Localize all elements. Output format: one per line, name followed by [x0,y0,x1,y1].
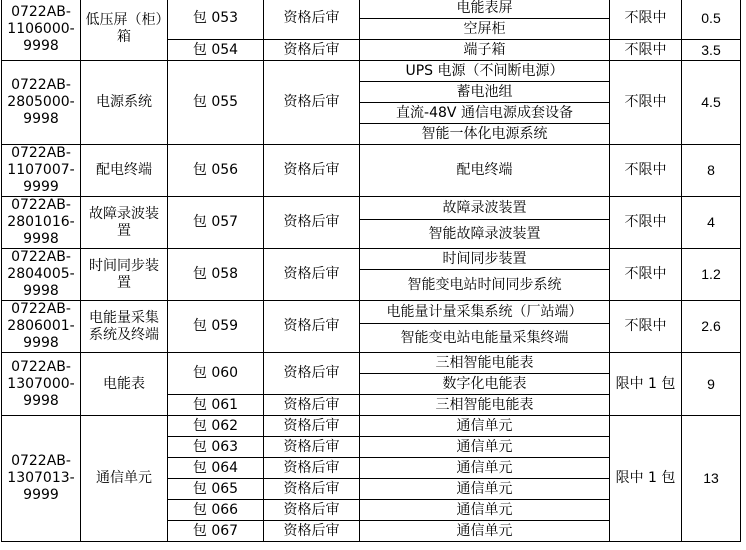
award-limit: 不限中 [610,301,682,353]
review-method: 资格后审 [264,521,360,542]
review-method: 资格后审 [264,0,360,40]
material-name: 电能量采集系统及终端 [81,301,168,353]
table-row [2,301,741,324]
table-row [2,353,741,374]
item-name: 通信单元 [360,416,610,437]
material-code: 0722AB-1307013-9999 [2,416,81,542]
amount: 0.5 [682,0,741,40]
item-name: 空屏柜 [360,19,610,40]
procurement-table [1,0,741,542]
review-method: 资格后审 [264,61,360,145]
material-name: 通信单元 [81,416,168,542]
package-number: 包 054 [168,40,264,61]
item-name: 智能一体化电源系统 [360,124,610,145]
package-number: 包 064 [168,458,264,479]
item-name: 时间同步装置 [360,249,610,270]
review-method: 资格后审 [264,458,360,479]
item-name: 故障录波装置 [360,197,610,220]
package-number: 包 066 [168,500,264,521]
material-code: 0722AB-2804005-9998 [2,249,81,301]
package-number: 包 056 [168,145,264,197]
award-limit: 不限中 [610,145,682,197]
item-name: 智能故障录波装置 [360,220,610,249]
award-limit: 不限中 [610,249,682,301]
review-method: 资格后审 [264,301,360,353]
package-number: 包 061 [168,395,264,416]
award-limit: 不限中 [610,61,682,145]
package-number: 包 065 [168,479,264,500]
material-name: 低压屏（柜）箱 [81,0,168,61]
review-method: 资格后审 [264,197,360,249]
table-row [2,145,741,197]
item-name: 端子箱 [360,40,610,61]
item-name: 通信单元 [360,479,610,500]
table-row [2,0,741,19]
material-code: 0722AB-2801016-9998 [2,197,81,249]
table-row [2,197,741,220]
package-number: 包 058 [168,249,264,301]
item-name: 通信单元 [360,500,610,521]
amount: 13 [682,416,741,542]
amount: 2.6 [682,301,741,353]
award-limit: 限中 1 包 [610,353,682,416]
material-code: 0722AB-2806001-9998 [2,301,81,353]
package-number: 包 063 [168,437,264,458]
item-name: 配电终端 [360,145,610,197]
review-method: 资格后审 [264,249,360,301]
review-method: 资格后审 [264,437,360,458]
table-row [2,416,741,437]
item-name: 数字化电能表 [360,374,610,395]
package-number: 包 055 [168,61,264,145]
material-code: 0722AB-1307000-9998 [2,353,81,416]
review-method: 资格后审 [264,479,360,500]
item-name: 电能表屏 [360,0,610,19]
item-name: 蓄电池组 [360,82,610,103]
item-name: 直流-48V 通信电源成套设备 [360,103,610,124]
amount: 8 [682,145,741,197]
material-name: 电能表 [81,353,168,416]
item-name: 电能量计量采集系统（厂站端） [360,301,610,324]
table-row [2,61,741,82]
item-name: UPS 电源（不间断电源） [360,61,610,82]
award-limit: 限中 1 包 [610,416,682,542]
material-name: 电源系统 [81,61,168,145]
review-method: 资格后审 [264,395,360,416]
review-method: 资格后审 [264,500,360,521]
item-name: 智能变电站电能量采集终端 [360,324,610,353]
package-number: 包 053 [168,0,264,40]
material-name: 故障录波装置 [81,197,168,249]
item-name: 通信单元 [360,458,610,479]
item-name: 通信单元 [360,437,610,458]
amount: 3.5 [682,40,741,61]
review-method: 资格后审 [264,416,360,437]
package-number: 包 059 [168,301,264,353]
amount: 9 [682,353,741,416]
award-limit: 不限中 [610,40,682,61]
material-code: 0722AB-1107007-9999 [2,145,81,197]
amount: 4 [682,197,741,249]
amount: 1.2 [682,249,741,301]
material-code: 0722AB-1106000-9998 [2,0,81,61]
package-number: 包 062 [168,416,264,437]
material-name: 时间同步装置 [81,249,168,301]
award-limit: 不限中 [610,197,682,249]
item-name: 通信单元 [360,521,610,542]
item-name: 三相智能电能表 [360,395,610,416]
review-method: 资格后审 [264,353,360,395]
material-name: 配电终端 [81,145,168,197]
package-number: 包 060 [168,353,264,395]
item-name: 智能变电站时间同步系统 [360,270,610,301]
package-number: 包 057 [168,197,264,249]
review-method: 资格后审 [264,40,360,61]
review-method: 资格后审 [264,145,360,197]
package-number: 包 067 [168,521,264,542]
item-name: 三相智能电能表 [360,353,610,374]
award-limit: 不限中 [610,0,682,40]
amount: 4.5 [682,61,741,145]
table-row [2,249,741,270]
material-code: 0722AB-2805000-9998 [2,61,81,145]
